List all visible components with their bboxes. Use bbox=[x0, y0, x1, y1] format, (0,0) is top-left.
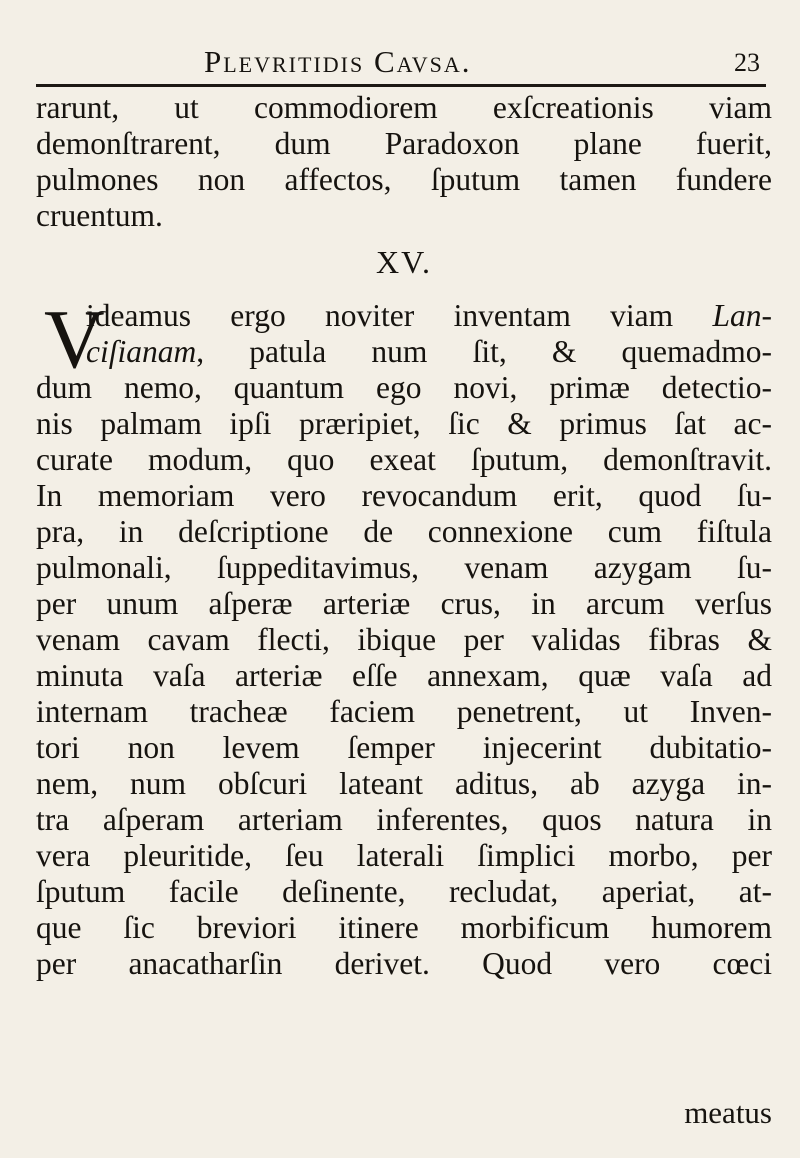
text-line: curate modum, quo exeat ſputum, demonſtravit. bbox=[36, 442, 772, 477]
text-span: , patula num ſit, & quemadmo- bbox=[196, 334, 772, 369]
text-line: minuta vaſa arteriæ eſſe annexam, quæ vaſa ad bbox=[36, 658, 772, 693]
drop-cap: V bbox=[44, 293, 105, 386]
text-line: per unum aſperæ arteriæ crus, in arcum verſus bbox=[36, 586, 772, 621]
text-line: pra, in deſcriptione de connexione cum fiſtula bbox=[36, 514, 772, 549]
paragraph-2 bbox=[36, 293, 772, 982]
text-line: tra aſperam arteriam inferentes, quos natura in bbox=[36, 802, 772, 837]
italic-span: ciſianam bbox=[86, 334, 197, 369]
text-line: pulmones non affectos, ſputum tamen fundere bbox=[36, 162, 772, 197]
text-line: ſputum facile deſinente, recludat, aperiat, at- bbox=[36, 874, 772, 909]
text-line: tori non levem ſemper injecerint dubitatio- bbox=[36, 730, 772, 765]
text-line: dum nemo, quantum ego novi, primæ detectio- bbox=[36, 370, 772, 405]
text-line: venam cavam flecti, ibique per validas fibras & bbox=[36, 622, 772, 657]
text-line: per anacatharſin derivet. Quod vero cœci bbox=[36, 946, 772, 981]
text-line: nem, num obſcuri lateant aditus, ab azyga in- bbox=[36, 766, 772, 801]
text-line: internam tracheæ faciem penetrent, ut Inven- bbox=[36, 694, 772, 729]
paragraph-1 bbox=[36, 90, 772, 234]
text-line: pulmonali, ſuppeditavimus, venam azygam ſu- bbox=[36, 550, 772, 585]
page-number: 23 bbox=[734, 48, 760, 77]
text-line: demonſtrarent, dum Paradoxon plane fuerit, bbox=[36, 126, 772, 161]
text-line bbox=[36, 298, 772, 334]
text-line bbox=[36, 334, 772, 370]
page-header bbox=[36, 38, 766, 88]
catchword: meatus bbox=[684, 1095, 772, 1130]
text-line: In memoriam vero revocandum erit, quod ſu- bbox=[36, 478, 772, 513]
text-line: vera pleuritide, ſeu laterali ſimplici morbo, per bbox=[36, 838, 772, 873]
section-number: XV. bbox=[375, 244, 433, 280]
text-line: rarunt, ut commodiorem exſcreationis viam bbox=[36, 90, 772, 125]
italic-span: Lan- bbox=[712, 298, 772, 333]
body-text bbox=[36, 90, 772, 1130]
running-title: Plevritidis Cavsa. bbox=[204, 44, 472, 79]
text-span: ideamus ergo noviter inventam viam bbox=[86, 298, 713, 333]
text-line: cruentum. bbox=[36, 198, 163, 233]
text-line: que ſic breviori itinere morbificum humorem bbox=[36, 910, 772, 945]
text-line: nis palmam ipſi præripiet, ſic & primus ſat ac- bbox=[36, 406, 772, 441]
header-rule bbox=[36, 84, 766, 87]
